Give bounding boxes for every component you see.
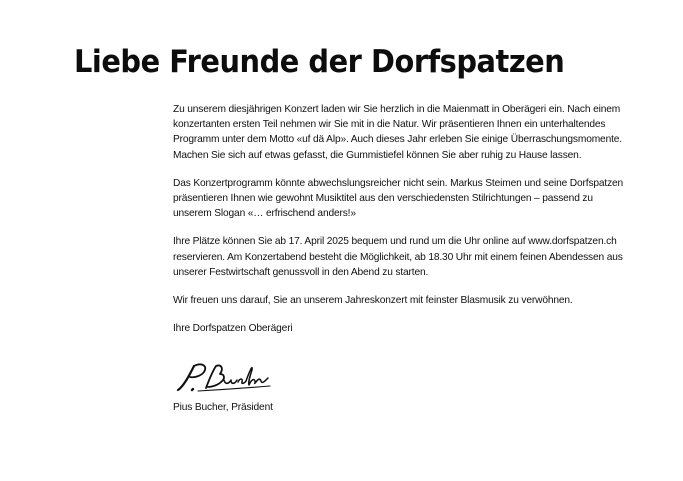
paragraph-closing: Wir freuen uns darauf, Sie an unserem Jahreskonzert mit feinster Blasmusik zu verwöhnen. <box>173 295 573 307</box>
paragraph-greeting: Ihre Dorfspatzen Oberägeri <box>173 323 293 335</box>
signer-name: Pius Bucher, Präsident <box>173 402 273 413</box>
paragraph-invitation: Zu unserem diesjährigen Konzert laden wir Sie herzlich in die Maienmatt in Oberägeri ein. Nach einem konzertanten ersten Teil nehmen wir Sie mit in die Natur. Wir präsentieren Ihnen ein unterhaltendes Programm unter dem Motto «uf dä Alp». Auch dieses Jahr erleben Sie einige Überraschungsmomente. Machen Sie sich auf etwas gefasst, die Gummistiefel können Sie aber ruhig zu Hause lassen. <box>173 104 622 161</box>
letter-body <box>173 102 628 349</box>
letter-heading: Liebe Freunde der Dorfspatzen <box>74 44 565 80</box>
handwritten-signature <box>176 360 276 396</box>
paragraph-reservation: Ihre Plätze können Sie ab 17. April 2025 bequem und rund um die Uhr online auf www.dorfspatzen.ch reservieren. Am Konzertabend besteht die Möglichkeit, ab 18.30 Uhr mit einem feinen Abendessen aus unserer Festwirtschaft genussvoll in den Abend zu starten. <box>173 236 623 278</box>
paragraph-program: Das Konzertprogramm könnte abwechslungsreicher nicht sein. Markus Steimen und seine Dorfspatzen präsentieren Ihnen wie gewohnt Musiktitel aus den verschiedensten Stilrichtungen – passend zu unserem Slogan «… erfrischend anders!» <box>173 177 624 220</box>
